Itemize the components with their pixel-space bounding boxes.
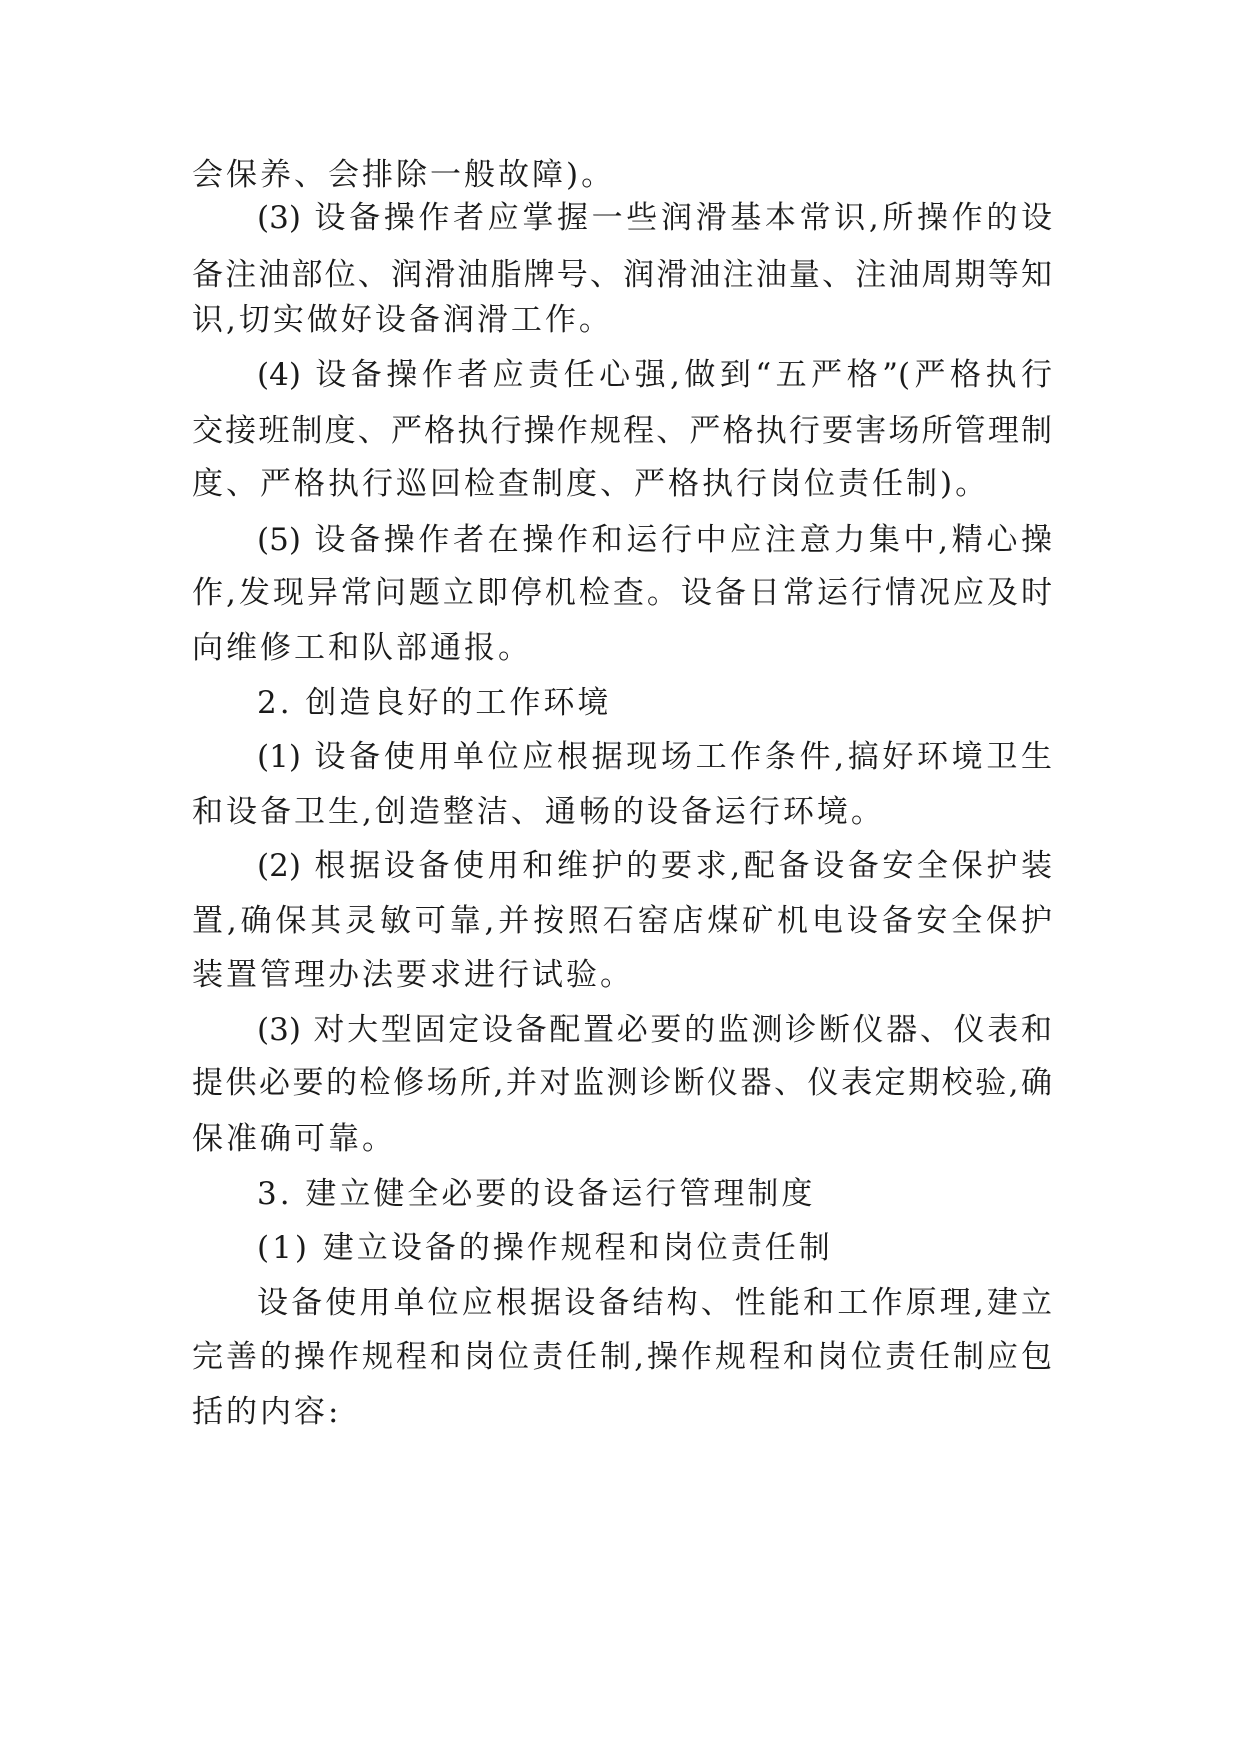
text-line: 度、严格执行巡回检查制度、严格执行岗位责任制)。 [192,466,990,502]
text-line: (1) 设备使用单位应根据现场工作条件,搞好环境卫生 [257,739,1052,775]
text-line: 完善的操作规程和岗位责任制,操作规程和岗位责任制应包 [192,1339,1052,1375]
section-heading: 2. 创造良好的工作环境 [257,685,612,721]
text-line: 保准确可靠。 [192,1121,396,1157]
text-line: 置,确保其灵敏可靠,并按照石窑店煤矿机电设备安全保护 [192,903,1052,939]
text-line: (4) 设备操作者应责任心强,做到“五严格”(严格执行 [257,357,1052,393]
text-line: 会保养、会排除一般故障)。 [192,157,616,193]
text-line: (5) 设备操作者在操作和运行中应注意力集中,精心操 [257,522,1052,558]
text-line: (2) 根据设备使用和维护的要求,配备设备安全保护装 [257,848,1052,884]
section-heading: 3. 建立健全必要的设备运行管理制度 [257,1176,816,1212]
text-line: 交接班制度、严格执行操作规程、严格执行要害场所管理制 [192,413,1052,449]
text-line: 设备使用单位应根据设备结构、性能和工作原理,建立 [257,1285,1052,1321]
subsection-heading: (1) 建立设备的操作规程和岗位责任制 [257,1230,833,1266]
text-line: 向维修工和队部通报。 [192,630,532,666]
text-line: (3) 对大型固定设备配置必要的监测诊断仪器、仪表和 [257,1012,1052,1048]
text-line: 备注油部位、润滑油脂牌号、润滑油注油量、注油周期等知 [192,257,1052,293]
text-line: 装置管理办法要求进行试验。 [192,957,634,993]
text-line: 提供必要的检修场所,并对监测诊断仪器、仪表定期校验,确 [192,1065,1052,1101]
text-line: 识,切实做好设备润滑工作。 [192,302,613,338]
text-line: 作,发现异常问题立即停机检查。设备日常运行情况应及时 [192,575,1052,611]
text-line: 和设备卫生,创造整洁、通畅的设备运行环境。 [192,794,885,830]
text-line: 括的内容: [192,1394,342,1430]
text-line: (3) 设备操作者应掌握一些润滑基本常识,所操作的设 [257,200,1052,236]
